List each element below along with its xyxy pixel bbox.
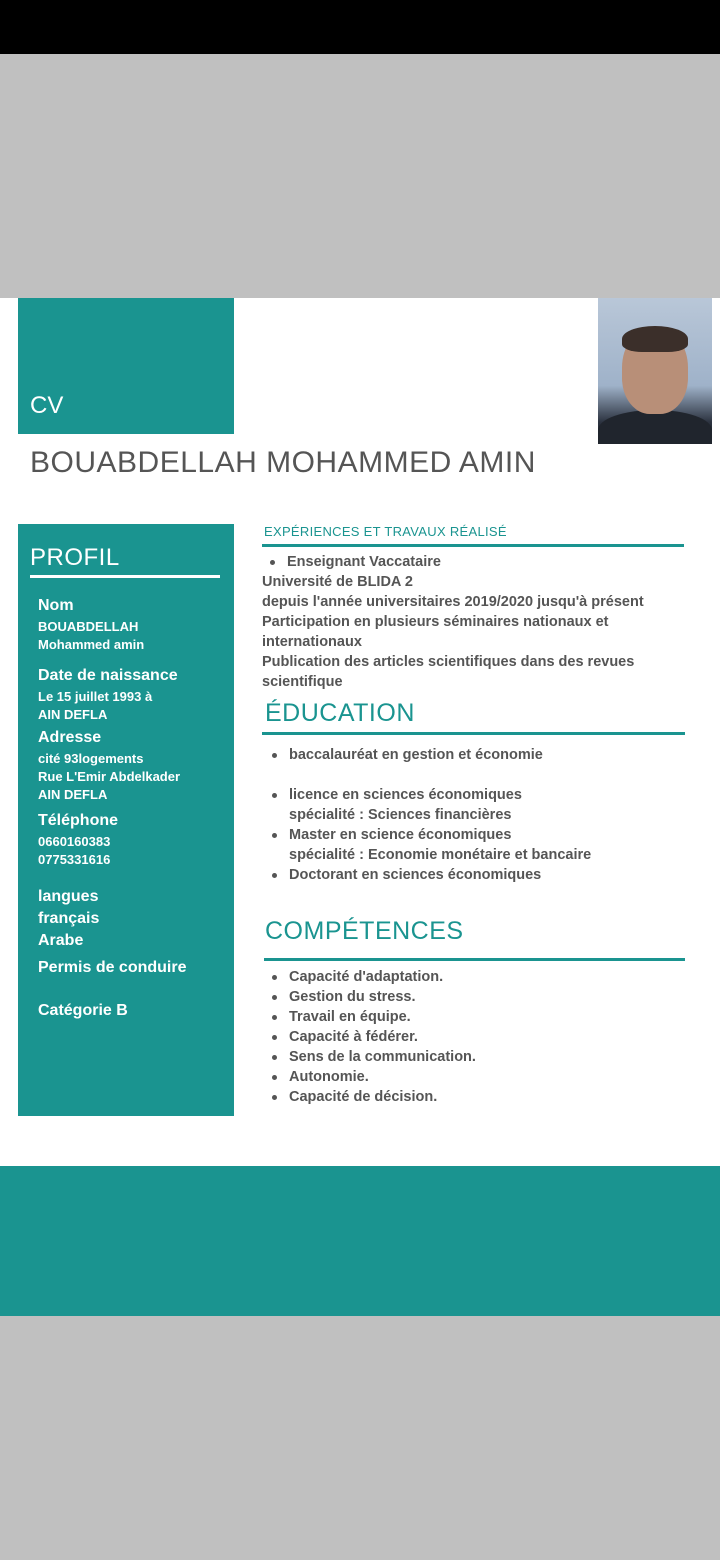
skills-title: COMPÉTENCES: [265, 917, 464, 945]
full-name: BOUABDELLAH MOHAMMED AMIN: [30, 446, 536, 479]
education-bullet: [272, 793, 277, 798]
skills-divider: [264, 958, 685, 961]
experience-line: Enseignant Vaccataire: [287, 554, 441, 570]
education-item: licence en sciences économiques: [289, 787, 522, 803]
education-item: spécialité : Economie monétaire et bancaire: [289, 847, 592, 863]
birth-label: Date de naissance: [38, 667, 178, 684]
experience-line: Participation en plusieurs séminaires nationaux et: [262, 614, 609, 630]
nom-label: Nom: [38, 597, 74, 614]
experience-bullet: [270, 560, 275, 565]
experience-line: scientifique: [262, 674, 343, 690]
education-item: Doctorant en sciences économiques: [289, 867, 542, 883]
education-bullet: [272, 753, 277, 758]
education-item: baccalauréat en gestion et économie: [289, 747, 543, 763]
language-french: français: [38, 910, 100, 927]
experience-line: Université de BLIDA 2: [262, 574, 413, 590]
education-bullet: [272, 873, 277, 878]
profile-sidebar: [18, 524, 234, 1116]
experience-divider: [262, 544, 684, 547]
profile-photo: [598, 298, 712, 444]
nom-value: BOUABDELLAH Mohammed amin: [38, 619, 145, 652]
skill-bullet: [272, 1015, 277, 1020]
footer-band: [0, 1166, 720, 1316]
permis-value: Catégorie B: [38, 1002, 128, 1019]
address-value: cité 93logements Rue L'Emir Abdelkader AIN DEFLA: [38, 751, 181, 802]
experience-line: internationaux: [262, 634, 362, 650]
skill-item: Travail en équipe.: [289, 1009, 411, 1025]
status-bar: [0, 0, 720, 54]
skill-bullet: [272, 1035, 277, 1040]
phone-value: 0660160383 0775331616: [38, 834, 111, 867]
education-item: spécialité : Sciences financières: [289, 807, 512, 823]
skill-item: Gestion du stress.: [289, 989, 416, 1005]
address-label: Adresse: [38, 729, 102, 746]
phone-label: Téléphone: [38, 812, 119, 829]
skill-item: Capacité de décision.: [289, 1089, 438, 1105]
cv-page: [0, 298, 720, 1316]
profile-title: PROFIL: [30, 544, 120, 571]
skill-item: Sens de la communication.: [289, 1049, 476, 1065]
skill-bullet: [272, 1075, 277, 1080]
skill-item: Capacité d'adaptation.: [289, 969, 444, 985]
experience-line: depuis l'année universitaires 2019/2020 jusqu'à présent: [262, 594, 644, 610]
skill-bullet: [272, 1055, 277, 1060]
cv-header-block: [18, 298, 234, 434]
langues-label: langues: [38, 888, 99, 905]
education-bullet: [272, 833, 277, 838]
education-divider: [262, 732, 685, 735]
skill-bullet: [272, 1095, 277, 1100]
birth-value: Le 15 juillet 1993 à AIN DEFLA: [38, 689, 153, 722]
cv-label: CV: [30, 392, 64, 419]
permis-label: Permis de conduire: [38, 959, 187, 976]
experience-line: Publication des articles scientifiques dans des revues: [262, 654, 635, 670]
profile-divider: [30, 575, 220, 578]
skill-bullet: [272, 975, 277, 980]
skill-bullet: [272, 995, 277, 1000]
education-title: ÉDUCATION: [265, 699, 415, 727]
skill-item: Autonomie.: [289, 1069, 369, 1085]
skill-item: Capacité à fédérer.: [289, 1029, 418, 1045]
education-item: Master en science économiques: [289, 827, 512, 843]
experience-title: EXPÉRIENCES ET TRAVAUX RÉALISÉ: [264, 524, 507, 539]
language-arabic: Arabe: [38, 932, 84, 949]
